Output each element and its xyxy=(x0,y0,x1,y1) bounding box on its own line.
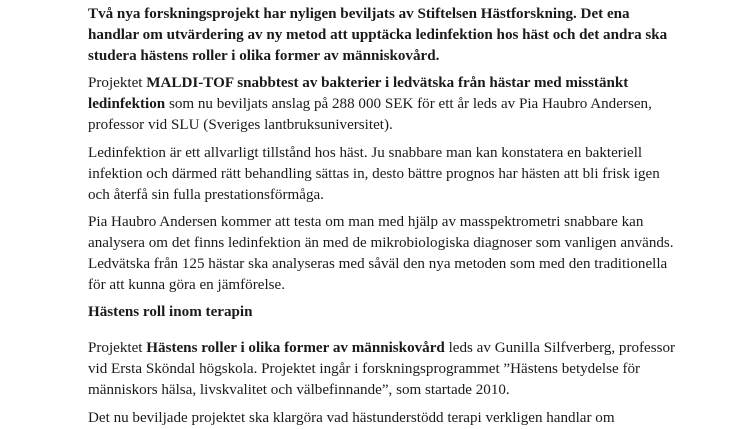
paragraph-line: analysera om det finns ledinfektion än med de mikrobiologiska diagnoser som vanligen används. xyxy=(88,235,674,251)
paragraph-line: Det nu beviljade projektet ska klargöra vad hästunderstödd terapi verkligen handlar om xyxy=(88,410,615,426)
paragraph-line: infektion och därmed rätt behandling sättas in, desto bättre prognos har hästen att bli frisk igen xyxy=(88,166,660,182)
project-title-bold: ledinfektion xyxy=(88,96,166,112)
paragraph-line: professor vid SLU (Sveriges lantbruksuniversitet). xyxy=(88,117,393,133)
paragraph-line: Ledvätska från 125 hästar ska analyseras med såväl den nya metoden som med den traditionella xyxy=(88,256,668,272)
paragraph-line xyxy=(88,338,708,359)
paragraph-line: för att kunna göra en jämförelse. xyxy=(88,277,285,293)
project-title-bold: MALDI-TOF snabbtest av bakterier i ledvätska från hästar med misstänkt xyxy=(146,75,629,91)
text-run: som nu beviljats anslag på 288 000 SEK för ett år leds av Pia Haubro Andersen, xyxy=(165,96,652,112)
paragraph-line: och återfå sin fulla prestationsförmåga. xyxy=(88,187,324,203)
intro-line: studera hästens roller i olika former av människovård. xyxy=(88,48,440,64)
masspektrometri-paragraph xyxy=(88,212,708,296)
project-title-bold: Hästens roller i olika former av människovård xyxy=(146,340,445,356)
intro-paragraph xyxy=(88,4,708,67)
text-run: Projektet xyxy=(88,75,147,91)
project-maldi-paragraph xyxy=(88,73,708,136)
paragraph-line: Pia Haubro Andersen kommer att testa om man med hjälp av masspektrometri snabbare kan xyxy=(88,214,644,230)
intro-line: handlar om utvärdering av ny metod att upptäcka ledinfektion hos häst och det andra ska xyxy=(88,27,668,43)
text-run: Projektet xyxy=(88,340,147,356)
section-heading: Hästens roll inom terapin xyxy=(88,304,253,320)
paragraph-line: Ledinfektion är ett allvarligt tillstånd hos häst. Ju snabbare man kan konstatera en bakteriell xyxy=(88,145,643,161)
paragraph-line xyxy=(88,94,708,115)
ledinfektion-paragraph xyxy=(88,143,708,206)
text-run: leds av Gunilla Silfverberg, professor xyxy=(444,340,676,356)
project-hastens-paragraph xyxy=(88,338,708,401)
paragraph-line xyxy=(88,73,708,94)
paragraph-line: människors hälsa, livskvalitet och välbefinnande”, som startade 2010. xyxy=(88,382,510,398)
paragraph-line: vid Ersta Sköndal högskola. Projektet ingår i forskningsprogrammet ”Hästens betydelse för xyxy=(88,361,641,377)
intro-line: Två nya forskningsprojekt har nyligen beviljats av Stiftelsen Hästforskning. Det ena xyxy=(88,6,630,22)
